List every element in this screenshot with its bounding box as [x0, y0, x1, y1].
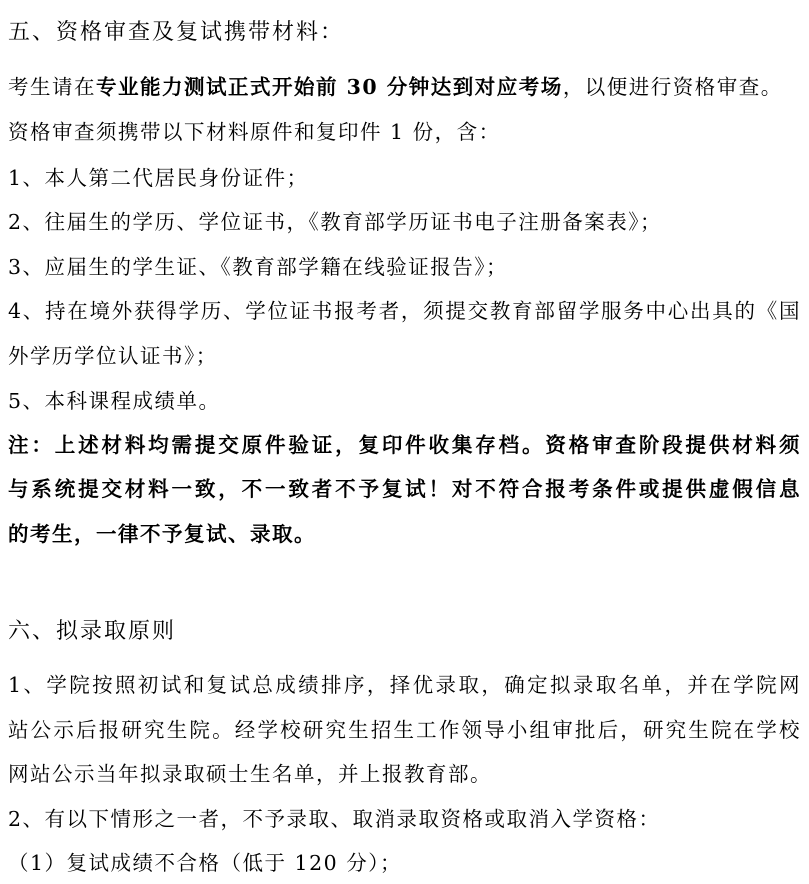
list-item: 2、往届生的学历、学位证书，《教育部学历证书电子注册备案表》； [8, 210, 663, 234]
paragraph-line: 网站公示当年拟录取硕士生名单，并上报教育部。 [8, 762, 492, 786]
intro-text-pre: 考生请在 [8, 75, 96, 99]
list-item: 3、应届生的学生证、《教育部学籍在线验证报告》； [8, 255, 509, 279]
section-5-intro-line-2: 资格审查须携带以下材料原件和复印件 1 份，含： [8, 120, 501, 144]
list-item: 外学历学位认证书》； [8, 344, 218, 368]
note-line: 与系统提交材料一致，不一致者不予复试！对不符合报考条件或提供虚假信息 [8, 477, 801, 501]
paragraph-line: （1）复试成绩不合格（低于 120 分）； [8, 851, 402, 875]
list-item: 1、本人第二代居民身份证件； [8, 166, 309, 190]
note-line: 注：上述材料均需提交原件验证，复印件收集存档。资格审查阶段提供材料须 [8, 433, 801, 457]
section-5-intro-line-1 [8, 75, 801, 99]
list-item: 4、持在境外获得学历、学位证书报考者，须提交教育部留学服务中心出具的《国 [8, 299, 801, 323]
list-item: 5、本科课程成绩单。 [8, 389, 221, 413]
intro-text-bold: 专业能力测试正式开始前 30 分钟达到对应考场 [96, 75, 563, 99]
note-line: 的考生，一律不予复试、录取。 [8, 522, 316, 546]
intro-text-post: ，以便进行资格审查。 [562, 75, 783, 99]
paragraph-line: 2、有以下情形之一者，不予录取、取消录取资格或取消入学资格： [8, 807, 661, 831]
paragraph-line: 站公示后报研究生院。经学校研究生招生工作领导小组审批后，研究生院在学校 [8, 718, 801, 742]
section-6-heading: 六、拟录取原则 [8, 619, 177, 644]
paragraph-line: 1、学院按照初试和复试总成绩排序，择优录取，确定拟录取名单，并在学院网 [8, 673, 801, 697]
section-5-heading: 五、资格审查及复试携带材料： [8, 20, 345, 45]
